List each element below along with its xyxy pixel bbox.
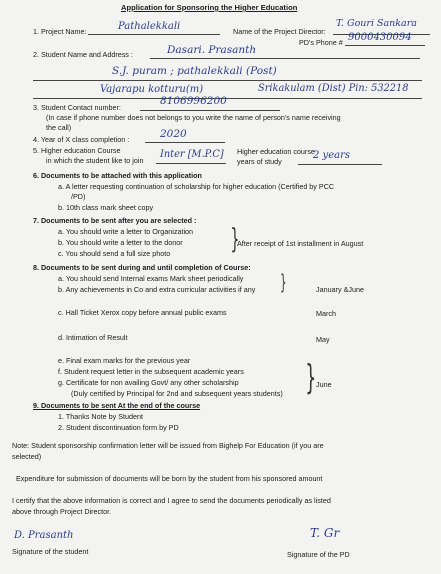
- q8efg-when: June: [316, 380, 332, 389]
- x-year-line: [145, 142, 225, 143]
- contact-value: 8106996200: [160, 95, 227, 107]
- q8-item-g2: (Duly certified by Principal for 2nd and subsequent years students): [71, 389, 283, 398]
- contact-line: [140, 110, 280, 111]
- note-line-2: selected): [12, 452, 42, 461]
- pd-phone-label: PD's Phone #: [299, 38, 343, 47]
- q8-item-e: e. Final exam marks for the previous year: [58, 356, 191, 365]
- address-line-2: [33, 98, 422, 99]
- certify-line-2: above through Project Director.: [12, 507, 112, 516]
- q7-note: After receipt of 1st installment in August: [237, 239, 364, 248]
- years-line: [298, 164, 382, 165]
- q4-label: 4. Year of X class completion :: [33, 135, 130, 144]
- pd-signature-label: Signature of the PD: [287, 550, 350, 559]
- q5-label-b: in which the student like to join: [46, 156, 144, 165]
- course-years-value: 2 years: [313, 150, 350, 161]
- course-value: Inter [M.P.C]: [160, 149, 224, 160]
- project-name-line: [88, 34, 220, 35]
- student-name-value: Dasari. Prasanth: [167, 44, 257, 56]
- q2-label: 2. Student Name and Address :: [33, 50, 133, 59]
- address-value-1: S.J. puram ; pathalekkali (Post): [112, 65, 277, 77]
- q6-item-a1: a. A letter requesting continuation of scholarship for higher education (Certified by PCC: [58, 182, 335, 191]
- director-label: Name of the Project Director:: [233, 27, 326, 36]
- form-title: Application for Sponsoring the Higher Education: [121, 3, 298, 12]
- q6-heading: 6. Documents to be attached with this application: [33, 171, 202, 180]
- address-value-2b: Srikakulam (Dist) Pin: 532218: [258, 83, 409, 94]
- q5-label-d: years of study: [237, 157, 282, 166]
- address-line-1: [33, 80, 422, 81]
- q8-item-c: c. Hall Ticket Xerox copy before annual public exams: [58, 308, 227, 317]
- q8-item-g1: g. Certificate for non availing Govt/ any other scholarship: [58, 378, 239, 387]
- certify-line-1: I certify that the above information is correct and I agree to send the documents periodically as listed: [12, 496, 331, 505]
- expenditure-note: Expenditure for submission of documents will be born by the student from his sponsored amount: [16, 474, 323, 483]
- pd-phone-line: [345, 45, 425, 46]
- student-signature-label: Signature of the student: [12, 547, 89, 556]
- q9-item-1: 1. Thanks Note by Student: [58, 412, 143, 421]
- student-signature: D. Prasanth: [14, 530, 74, 541]
- q6-item-a2: /PD): [71, 192, 86, 201]
- q3-label: 3. Student Contact number:: [33, 103, 121, 112]
- q7-item-b: b. You should write a letter to the donor: [58, 238, 183, 247]
- q5-label-a: 5. Higher education Course: [33, 146, 121, 155]
- project-name-value: Pathalekkali: [118, 21, 181, 32]
- q6-item-b: b. 10th class mark sheet copy: [58, 203, 154, 212]
- note-line-1: Note: Student sponsorship confirmation letter will be issued from Bighelp For Education (if you are: [12, 441, 324, 450]
- q3-note-2: the call): [46, 123, 72, 132]
- q9-item-2: 2. Student discontinuation form by PD: [58, 423, 179, 432]
- q7-item-a: a. You should write a letter to Organization: [58, 227, 194, 236]
- q8ab-brace-icon: }: [280, 270, 287, 294]
- q7-heading: 7. Documents to be sent after you are selected :: [33, 216, 197, 225]
- q8efg-brace-icon: }: [305, 358, 317, 398]
- pd-signature: T. Gr: [310, 526, 340, 540]
- q8-item-b: b. Any achievements in Co and extra curricular activities if any: [58, 285, 256, 294]
- q7-item-c: c. You should send a full size photo: [58, 249, 171, 258]
- q9-heading: 9. Documents to be sent At the end of the course: [33, 401, 201, 410]
- q5-label-c: Higher education course: [237, 147, 315, 156]
- address-value-2a: Vajarapu kotturu(m): [100, 84, 204, 95]
- q8c-when: March: [316, 309, 336, 318]
- q8-item-a: a. You should send Internal exams Mark sheet periodically: [58, 274, 244, 283]
- q8-item-d: d. Intimation of Result: [58, 333, 128, 342]
- q8-item-f: f. Student request letter in the subsequent academic years: [58, 367, 244, 376]
- q7-brace-icon: }: [230, 222, 240, 255]
- pd-phone-value: 9000430094: [348, 32, 412, 43]
- director-name-value: T. Gouri Sankara: [336, 18, 417, 29]
- q3-note-1: (In case if phone number does not belongs to you write the name of person's name receiving: [46, 113, 341, 122]
- q8ab-when: January &June: [316, 285, 364, 294]
- course-line: [156, 163, 226, 164]
- student-name-line: [150, 58, 420, 59]
- q8d-when: May: [316, 335, 330, 344]
- x-year-value: 2020: [160, 128, 187, 140]
- q1-label: 1. Project Name:: [33, 27, 87, 36]
- q8-heading: 8. Documents to be sent during and until completion of Course:: [33, 263, 251, 272]
